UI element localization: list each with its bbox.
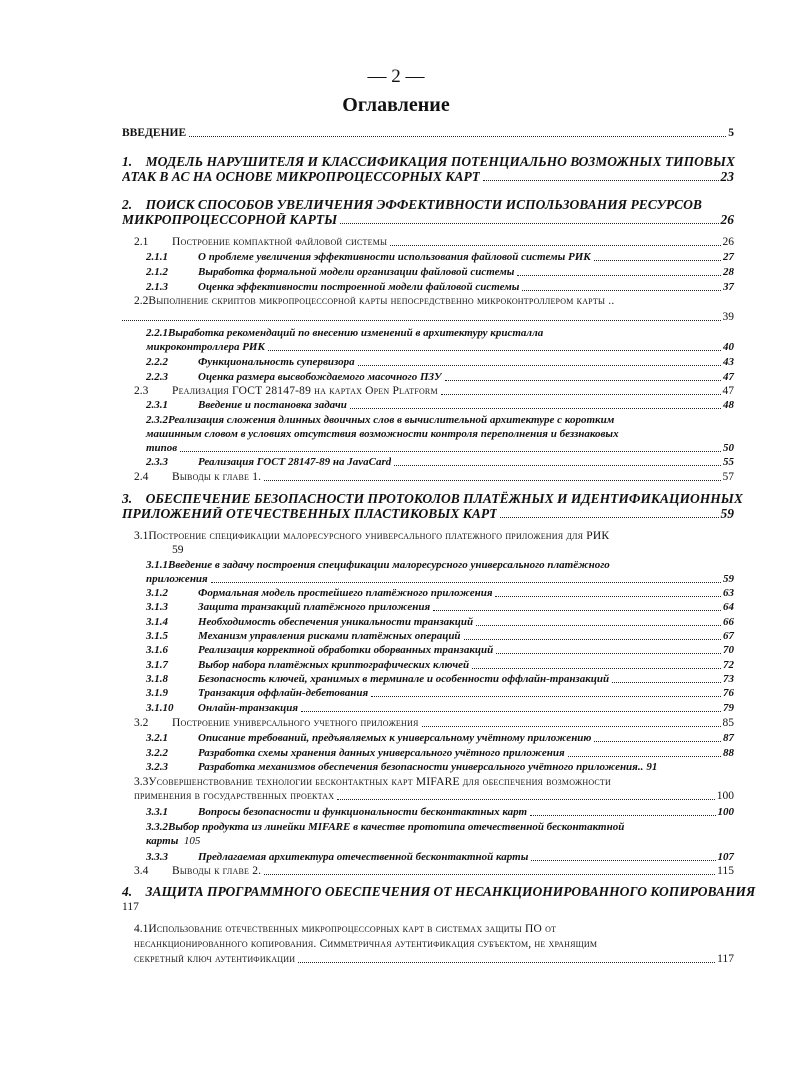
toc-page: 117 — [122, 901, 139, 913]
toc-title: Онлайн-транзакция — [198, 702, 299, 714]
toc-section-2-2[interactable] — [134, 294, 614, 308]
toc-title: О проблеме увеличения эффективности использования файловой системы РИК — [198, 251, 591, 263]
toc-subsection-3-3-2-cont — [146, 834, 200, 848]
toc-page: 27 — [723, 251, 734, 263]
toc-page: 88 — [723, 747, 734, 759]
toc-section-3-3[interactable] — [134, 775, 611, 789]
toc-page: 91 — [646, 761, 658, 773]
toc-subsection-3-2-2[interactable] — [146, 746, 734, 760]
toc-num: 3.2.2 — [146, 747, 168, 759]
toc-page: 59 — [172, 544, 184, 556]
toc-title: Транзакция оффлайн-дебетования — [198, 687, 369, 699]
toc-title: Формальная модель простейшего платёжного приложения — [198, 587, 493, 599]
toc-title-line1: ЗАЩИТА ПРОГРАММНОГО ОБЕСПЕЧЕНИЯ ОТ НЕСАНКЦИОНИРОВАННОГО КОПИРОВАНИЯ — [145, 884, 756, 899]
toc-title: Механизм управления рисками платёжных операций — [198, 630, 461, 642]
toc-page: 100 — [716, 790, 734, 802]
toc-subsection-2-1-1[interactable] — [146, 250, 734, 264]
toc-num: 2.1.2 — [146, 266, 168, 278]
page-title: Оглавление — [342, 94, 450, 116]
toc-page: 5 — [728, 127, 734, 139]
toc-page: 87 — [723, 732, 734, 744]
toc-subsection-3-3-3[interactable] — [146, 850, 734, 864]
toc-num: 3.3 — [134, 776, 149, 788]
toc-title-line2: несанкционированного копирования. Симметричная аутентификация субъектом, не хранящим — [134, 938, 598, 950]
toc-section-2-2-cont[interactable] — [122, 310, 734, 324]
toc-subsection-3-1-7[interactable] — [146, 658, 734, 672]
toc-subsection-2-1-3[interactable] — [146, 280, 734, 294]
toc-num: 2.2.1 — [146, 327, 168, 339]
toc-title: Построение компактной файловой системы — [172, 236, 388, 248]
toc-subsection-3-3-2[interactable] — [146, 820, 624, 834]
toc-title: Необходимость обеспечения уникальности транзакций — [198, 616, 474, 628]
toc-subsection-2-1-2[interactable] — [146, 265, 734, 279]
toc-page: 85 — [722, 717, 734, 729]
toc-section-2-4[interactable] — [134, 470, 734, 484]
toc-section-3-3-cont[interactable] — [134, 789, 734, 803]
toc-num: 2.3 — [134, 385, 149, 397]
toc-page: 47 — [722, 385, 734, 397]
toc-num: 2.1.1 — [146, 251, 168, 263]
toc-page: 67 — [723, 630, 734, 642]
toc-num: 3.2.1 — [146, 732, 168, 744]
toc-num: 2.2.2 — [146, 356, 168, 368]
toc-num: 3.1.4 — [146, 616, 168, 628]
toc-num: 3.1.7 — [146, 659, 168, 671]
toc-subsection-3-1-2[interactable] — [146, 586, 734, 600]
toc-chapter-4-page — [122, 900, 139, 914]
toc-title: Реализация корректной обработки оборванных транзакций — [198, 644, 494, 656]
toc-num: 3.3.1 — [146, 806, 168, 818]
toc-title-line1: Выработка рекомендаций по внесению изменений в архитектуру кристалла — [168, 327, 544, 339]
toc-title: Безопасность ключей, хранимых в терминале и особенности оффлайн-транзакций — [198, 673, 610, 685]
toc-title-line1: Усовершенствование технологии бесконтактных карт MIFARE для обеспечения возможности — [148, 776, 611, 788]
toc-num: 3. — [122, 491, 133, 506]
toc-num: 4. — [122, 884, 133, 899]
toc-title: Введение и постановка задачи — [198, 399, 347, 411]
toc-page: 117 — [717, 953, 734, 965]
toc-title-line1: Выполнение скриптов микропроцессорной карты непосредственно микроконтроллером карты .. — [148, 295, 615, 307]
toc-num: 3.1.3 — [146, 601, 168, 613]
toc-subsection-3-2-3[interactable] — [146, 760, 734, 774]
toc-num: 2.3.1 — [146, 399, 168, 411]
toc-chapter-4[interactable] — [122, 885, 755, 899]
toc-section-4-1-cont[interactable] — [134, 952, 734, 966]
toc-title: Описание требований, предъявляемых к универсальному учётному приложению — [198, 732, 592, 744]
toc-num: 3.1.2 — [146, 587, 168, 599]
toc-num: 2.3.3 — [146, 456, 168, 468]
page-number: — 2 — — [367, 66, 425, 87]
toc-title-line2: микроконтроллера РИК — [146, 341, 265, 353]
toc-subsection-2-2-2[interactable] — [146, 355, 734, 369]
toc-title-line2: АТАК В АС НА ОСНОВЕ МИКРОПРОЦЕССОРНЫХ КАРТ — [122, 170, 481, 184]
toc-subsection-3-1-6[interactable] — [146, 643, 734, 657]
toc-num: 2.1.3 — [146, 281, 168, 293]
toc-title-line2: машинным словом в условиях отсутствия возможности контроля переполнения и беззнаковых — [146, 428, 619, 440]
toc-page: 100 — [717, 806, 734, 818]
toc-title-line1: ОБЕСПЕЧЕНИЕ БЕЗОПАСНОСТИ ПРОТОКОЛОВ ПЛАТЁЖНЫХ И ИДЕНТИФИКАЦИОННЫХ — [145, 491, 743, 506]
toc-num: 2.1 — [134, 236, 149, 248]
toc-section-2-1[interactable] — [134, 235, 734, 249]
toc-num: 2. — [122, 197, 133, 212]
toc-chapter-3[interactable] — [122, 492, 743, 506]
toc-page: 47 — [723, 371, 734, 383]
toc-page: 39 — [722, 311, 734, 323]
toc-title-line2: приложения — [146, 573, 208, 585]
toc-title-line1: Реализация сложения длинных двоичных слов в вычислительной архитектуре с коротким — [168, 414, 615, 426]
toc-num: 3.1.1 — [146, 559, 168, 571]
toc-title: Реализация ГОСТ 28147-89 на картах Open Platform — [172, 385, 438, 397]
toc-page: 26 — [722, 236, 734, 248]
toc-subsection-2-2-3[interactable] — [146, 370, 734, 384]
toc-title: Функциональность супервизора — [198, 356, 355, 368]
toc-page: 107 — [717, 851, 734, 863]
toc-subsection-2-3-2-cont[interactable] — [146, 441, 734, 455]
toc-subsection-3-3-1[interactable] — [146, 805, 734, 819]
toc-title: Разработка механизмов обеспечения безопасности универсального учётного приложения.. — [198, 761, 644, 773]
toc-num: 3.3.2 — [146, 821, 168, 833]
toc-num: 2.4 — [134, 471, 149, 483]
toc-subsection-2-3-2-line2 — [146, 427, 619, 441]
toc-subsection-3-1-10[interactable] — [146, 701, 734, 715]
toc-title-line2: применения в государственных проектах — [134, 790, 335, 802]
toc-title-line2: МИКРОПРОЦЕССОРНОЙ КАРТЫ — [122, 213, 338, 227]
toc-subsection-2-3-2[interactable] — [146, 413, 614, 427]
toc-chapter-2[interactable] — [122, 198, 702, 212]
toc-num: 4.1 — [134, 923, 149, 935]
toc-page: 115 — [717, 865, 734, 877]
toc-chapter-1-cont[interactable] — [122, 170, 734, 184]
toc-page: 55 — [723, 456, 734, 468]
toc-page: 105 — [183, 835, 201, 847]
toc-page: 59 — [723, 573, 734, 585]
toc-title-line1: МОДЕЛЬ НАРУШИТЕЛЯ И КЛАССИФИКАЦИЯ ПОТЕНЦИАЛЬНО ВОЗМОЖНЫХ ТИПОВЫХ — [145, 154, 735, 169]
toc-page: 73 — [723, 673, 734, 685]
toc-page: 40 — [723, 341, 734, 353]
toc-section-3-1[interactable] — [134, 529, 609, 543]
toc-page: 37 — [723, 281, 734, 293]
toc-subsection-3-1-1-cont[interactable] — [146, 572, 734, 586]
toc-page: 26 — [720, 212, 734, 227]
toc-title: Построение универсального учетного приложения — [172, 717, 419, 729]
toc-num: 3.1.6 — [146, 644, 168, 656]
toc-section-3-4[interactable] — [134, 864, 734, 878]
toc-page: 66 — [723, 616, 734, 628]
toc-num: 3.1.9 — [146, 687, 168, 699]
toc-chapter-2-cont[interactable] — [122, 213, 734, 227]
toc-title: Оценка размера высвобождаемого масочного ПЗУ — [198, 371, 442, 383]
toc-title: Выводы к главе 2. — [172, 865, 262, 877]
toc-title: Разработка схемы хранения данных универсального учётного приложения — [198, 747, 565, 759]
toc-page: 76 — [723, 687, 734, 699]
toc-subsection-3-2-1[interactable] — [146, 731, 734, 745]
toc-title: Выбор набора платёжных криптографических ключей — [198, 659, 470, 671]
toc-page: 43 — [723, 356, 734, 368]
toc-page: 48 — [723, 399, 734, 411]
toc-num: 3.2 — [134, 717, 149, 729]
toc-title-line1: Выбор продукта из линейки MIFARE в качестве прототипа отечественной бесконтактной — [168, 821, 625, 833]
toc-title-line1: Использование отечественных микропроцессорных карт в системах защиты ПО от — [148, 923, 557, 935]
toc-section-3-2[interactable] — [134, 716, 734, 730]
toc-page: 23 — [720, 169, 734, 184]
toc-num: 3.1.10 — [146, 702, 174, 714]
toc-section-4-1-line2 — [134, 937, 597, 951]
toc-subsection-2-2-1-cont[interactable] — [146, 340, 734, 354]
toc-subsection-2-2-1[interactable] — [146, 326, 543, 340]
toc-num: 2.2 — [134, 295, 149, 307]
toc-title: ВВЕДЕНИЕ — [122, 127, 187, 139]
toc-page: 63 — [723, 587, 734, 599]
toc-page: 79 — [723, 702, 734, 714]
toc-subsection-3-1-5[interactable] — [146, 629, 734, 643]
toc-page: 70 — [723, 644, 734, 656]
toc-num: 3.1 — [134, 530, 149, 542]
toc-subsection-3-1-9[interactable] — [146, 686, 734, 700]
toc-title-line1: Построение спецификации малоресурсного универсального платежного приложения для РИК — [148, 530, 610, 542]
toc-subsection-3-1-1[interactable] — [146, 558, 610, 572]
toc-num: 2.3.2 — [146, 414, 168, 426]
toc-page: 72 — [723, 659, 734, 671]
toc-title-line3: секретный ключ аутентификации — [134, 953, 296, 965]
toc-num: 3.1.5 — [146, 630, 168, 642]
toc-entry-intro[interactable] — [122, 126, 734, 140]
toc-section-3-1-page — [172, 543, 184, 557]
toc-title: Реализация ГОСТ 28147-89 на JavaCard — [198, 456, 392, 468]
toc-title: Выводы к главе 1. — [172, 471, 262, 483]
toc-title: Предлагаемая архитектура отечественной бесконтактной карты — [198, 851, 529, 863]
toc-section-2-3[interactable] — [134, 384, 734, 398]
toc-chapter-1[interactable] — [122, 155, 735, 169]
toc-title-line2: карты — [146, 835, 179, 847]
toc-chapter-3-cont[interactable] — [122, 507, 734, 521]
toc-title-line3: типов — [146, 442, 178, 454]
toc-title: Оценка эффективности построенной модели файловой системы — [198, 281, 520, 293]
toc-subsection-2-3-3[interactable] — [146, 455, 734, 469]
toc-title-line1: ПОИСК СПОСОБОВ УВЕЛИЧЕНИЯ ЭФФЕКТИВНОСТИ ИСПОЛЬЗОВАНИЯ РЕСУРСОВ — [145, 197, 702, 212]
toc-page: 28 — [723, 266, 734, 278]
toc-page: 57 — [722, 471, 734, 483]
toc-num: 3.3.3 — [146, 851, 168, 863]
toc-title: Вопросы безопасности и функциональности бесконтактных карт — [198, 806, 528, 818]
toc-page: 64 — [723, 601, 734, 613]
toc-title-line1: Введение в задачу построения спецификации малоресурсного универсального платёжного — [168, 559, 610, 571]
toc-title-line2: ПРИЛОЖЕНИЙ ОТЕЧЕСТВЕННЫХ ПЛАСТИКОВЫХ КАРТ — [122, 507, 498, 521]
toc-subsection-3-1-8[interactable] — [146, 672, 734, 686]
toc-num: 3.1.8 — [146, 673, 168, 685]
toc-subsection-2-3-1[interactable] — [146, 398, 734, 412]
toc-title: Защита транзакций платёжного приложения — [198, 601, 431, 613]
toc-num: 3.2.3 — [146, 761, 168, 773]
toc-title: Выработка формальной модели организации файловой системы — [198, 266, 515, 278]
toc-num: 2.2.3 — [146, 371, 168, 383]
toc-section-4-1[interactable] — [134, 922, 556, 936]
toc-num: 1. — [122, 154, 133, 169]
toc-num: 3.4 — [134, 865, 149, 877]
toc-page: 59 — [720, 506, 734, 521]
toc-page: 50 — [723, 442, 734, 454]
toc-subsection-3-1-3[interactable] — [146, 600, 734, 614]
toc-subsection-3-1-4[interactable] — [146, 615, 734, 629]
